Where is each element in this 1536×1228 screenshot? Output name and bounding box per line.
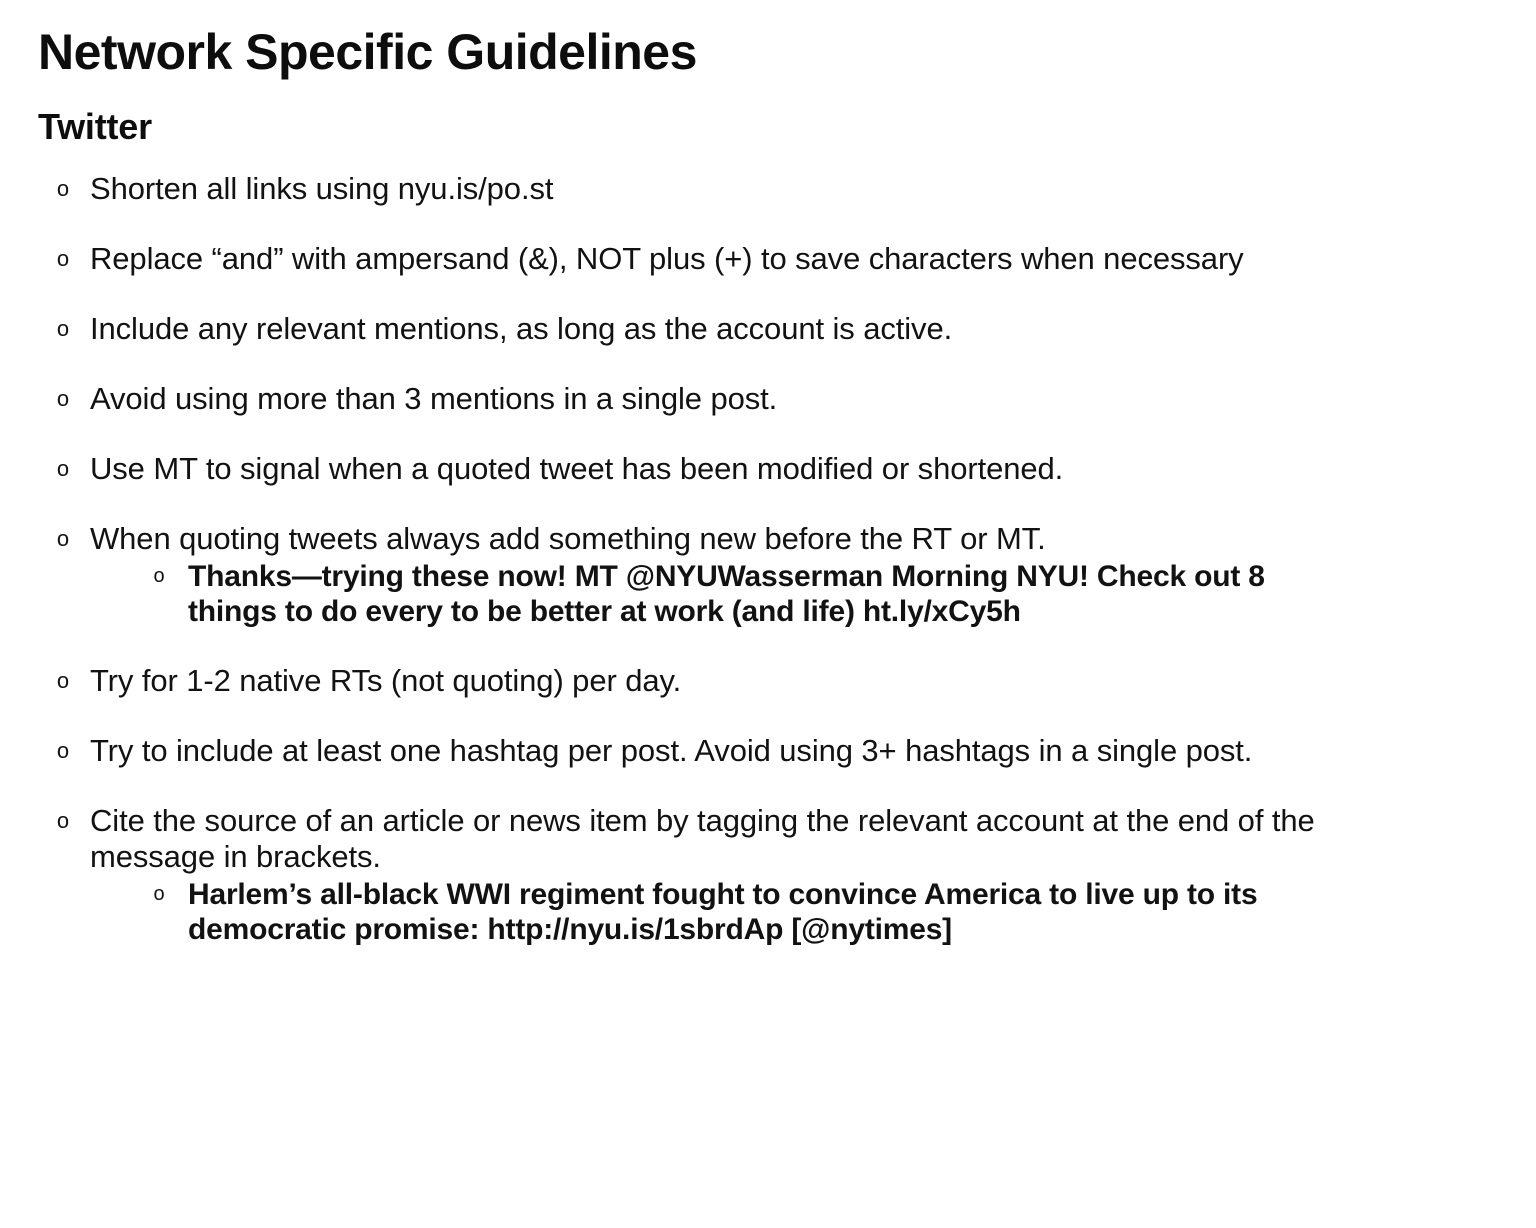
bullet-marker-icon: o xyxy=(56,176,70,202)
list-item-text: Include any relevant mentions, as long as the account is active. xyxy=(90,311,953,347)
bullet-marker-icon: o xyxy=(56,738,70,764)
list-item xyxy=(136,877,1496,947)
bullet-marker-icon: o xyxy=(153,883,165,906)
section-heading-twitter: Twitter xyxy=(38,106,152,147)
list-item xyxy=(38,663,1496,699)
bullet-marker-icon: o xyxy=(56,246,70,272)
example-sublist xyxy=(90,559,1496,629)
list-item xyxy=(38,311,1496,347)
list-item-text: Cite the source of an article or news item by tagging the relevant account at the end of the message in brackets. xyxy=(90,803,1315,875)
bullet-marker-icon: o xyxy=(153,565,165,588)
list-item-text: Try to include at least one hashtag per post. Avoid using 3+ hashtags in a single post. xyxy=(90,733,1253,769)
bullet-marker-icon: o xyxy=(56,526,70,552)
list-item xyxy=(38,803,1496,947)
list-item xyxy=(38,521,1496,629)
list-item-text: Avoid using more than 3 mentions in a single post. xyxy=(90,381,778,417)
list-item-text: Try for 1-2 native RTs (not quoting) per day. xyxy=(90,663,682,699)
list-item xyxy=(38,171,1496,207)
list-item xyxy=(38,451,1496,487)
example-sublist xyxy=(90,877,1496,947)
list-item xyxy=(38,381,1496,417)
example-tweet-text: Harlem’s all-black WWI regiment fought to convince America to live up to its democratic promise: http://nyu.is/1sbrdAp [@nytimes] xyxy=(188,878,1258,947)
bullet-marker-icon: o xyxy=(56,386,70,412)
guidelines-list xyxy=(38,171,1496,947)
bullet-marker-icon: o xyxy=(56,668,70,694)
list-item-text: When quoting tweets always add something new before the RT or MT. xyxy=(90,521,1046,557)
example-tweet-text: Thanks—trying these now! MT @NYUWasserman Morning NYU! Check out 8 things to do every to be better at work (and life) ht.ly/xCy5h xyxy=(188,560,1265,629)
list-item-text: Replace “and” with ampersand (&), NOT plus (+) to save characters when necessary xyxy=(90,241,1244,277)
list-item xyxy=(38,733,1496,769)
bullet-marker-icon: o xyxy=(56,456,70,482)
list-item-text: Use MT to signal when a quoted tweet has been modified or shortened. xyxy=(90,451,1064,487)
list-item xyxy=(38,241,1496,277)
list-item xyxy=(136,559,1496,629)
page-title: Network Specific Guidelines xyxy=(38,24,697,80)
bullet-marker-icon: o xyxy=(56,808,70,834)
bullet-marker-icon: o xyxy=(56,316,70,342)
list-item-text: Shorten all links using nyu.is/po.st xyxy=(90,171,554,207)
